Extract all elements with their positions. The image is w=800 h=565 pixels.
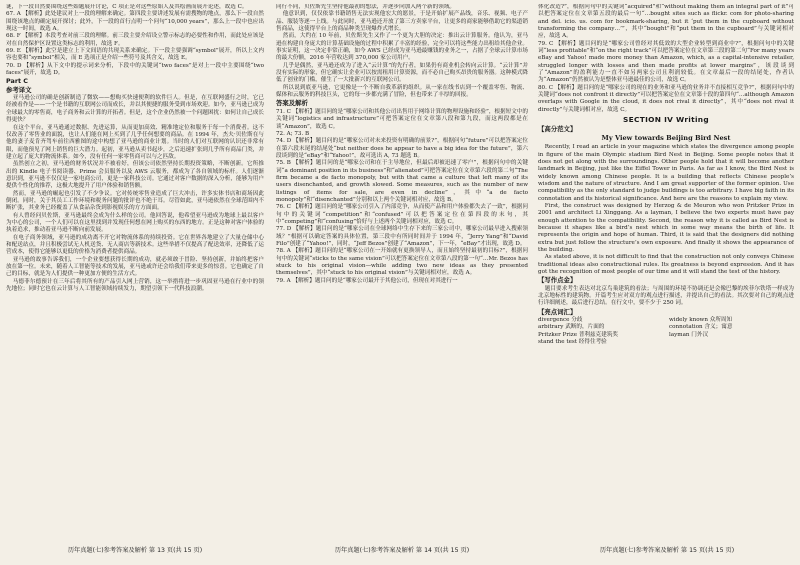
section-heading: 参考译文	[6, 85, 32, 94]
paragraph: 同行不同，贝佐斯先生坚持他最初的想法，并逐步向加入两个新的领域。	[276, 4, 456, 10]
paragraph: 题目要求考生表达对北京鸟巢建筑的看法；与周围的环境不协调还是会像巴黎的埃菲尔铁塔一样成为北京地标性的建筑物。开篇考生应对双方的观点进行描述，并提出自己的看法。其次要对自己的观点进行详细阐述，最后进行总结。在行文中，要不少于 250 词。	[538, 285, 794, 307]
section-heading: 【高分范文】	[538, 124, 577, 133]
answer-item: 74. D 【解析】题目问的是“哪家公司对未来投资有明确的前景?”，根据问句“future”可以把答案定位在第六段末尾的结尾处“but neither does he appear to have a big idea for the future”，第六段谈到的是“eBay”和“Yahoo!”，故可选出 A, 73 题选 B。	[276, 138, 528, 159]
footer-page-15: 历年真题(七)参考答案及解析 第 15 页(共 15 页)	[599, 547, 735, 554]
paragraph: 谜，下一段自然要围绕这些始题展开讨论，C 项正是对这些原始人及其绘画而展开论述，故选 C。	[6, 4, 248, 10]
paragraph: 亚马逊的故事告诉我们，一个企业要想获得长期的成功，就必须敢于冒险、坚持创新，并始终把客户放在第一位。未来，随着人工智能等技术的发展，亚马逊或许还会给我们带来更多的惊喜。它也确定了自己的目标，就是为人们提供一种更加方便的生活方式。	[6, 256, 264, 278]
vocabulary-item: widely known 众所周知	[669, 317, 733, 324]
paragraph: 有人曾经问贝佐斯，亚马逊最终会成为什么样的公司。他回答说，他希望亚马逊成为地球上最以客户为中心的公司，一个人们可以在这里找到并发现任何想在网上购买的东西的地方。正是这种对客户体验的执着追求，推动着亚马逊不断向前发展。	[6, 212, 264, 234]
section-heading: 【亮点词汇】	[538, 307, 577, 316]
column-left	[6, 4, 264, 539]
paragraph: As stated above, it is not difficult to find that the construction not only conveys Chinese traditional ideas also constructional rules. Its greatness is beyond expression. And it has got the recognition of most people of our time and it will stand the test of the history.	[538, 254, 794, 276]
paragraph: 然而，大约在 10 年前，贝佐斯先生又作了一个更为大胆的决定：推出云计算服务。他认为，亚马逊在构建自身庞大的计算基础设施的过程中积累了丰富的经验，完全可以将这些能力出租给其他企业。事实证明，这一决定非常正确，如今 AWS 已经成为亚马逊最赚钱的业务之一，占据了全球云计算市场的最大份额，2016 年营收达到 370,000 家公司用户。	[276, 33, 528, 62]
answer-item: 80. C 【解析】题目问的是“哪家公司的现在的业务和亚马逊的业务并不直接相互竞争?”，根据问句中的关键词“does not confront it directly”可以把答案定位在文章第十段的第四句“…although Amazon overlaps with Google in the cloud, it does not rival it directly”，其中“does not rival it directly”与关键词相对应，故选 C。	[538, 84, 794, 113]
vocabulary-item: arbitrary 武断的，片面的	[538, 324, 605, 331]
paragraph: 在电子商务领域，亚马逊的成功离不开它对物流体系的持续投资。它在世界各地建立了大量仓储中心和配送站点，并且积极尝试无人机送货、无人商店等新技术。这些举措不仅提高了配送效率，还降低了运营成本，使得它能够以更低的价格为消费者提供商品。	[6, 234, 264, 256]
essay-title: My View towards Beijing Bird Nest	[601, 133, 731, 142]
paragraph: 他意识到，仅仅依靠书籍销售无法实现他宏大的愿景，于是开始扩展产品线，音乐、视频、电子产品、服装等逐一上线。与此同时，亚马逊还开放了第三方卖家平台，让更多的商家能够借助它的渠道销售商品，这使得平台上的商品种类呈现爆炸式增长。	[276, 11, 528, 33]
vocabulary-item: connotation 含义；寓意	[669, 324, 733, 331]
section-title: SECTION IV Writing	[623, 115, 709, 125]
paragraph: 然而，亚马逊的崛起也引发了不少争议。它对传统零售业造成了巨大冲击，许多实体书店和商场因此倒闭。同时，关于其员工工作环境和税务问题的批评也不绝于耳。尽管如此，亚马逊依然在全球范围内不断扩张，其业务已经覆盖了从食品杂货到影视娱乐的方方面面。	[6, 190, 264, 212]
paragraph: 在这个平台，亚马逊通过数据、先进运算，从而更加高效、精准地定位和服务于每一个消费者。这不仅改善了零售业的面貌，也让人们能在网上买到了几乎任何想要的商品。在 1994 年，杰夫·贝佐斯在与他的妻子麦肯齐驾车前往西雅图的途中构想了亚马逊的商业计划。当时的人们对互联网的认识还非常有限，而他预见了网上销售的巨大潜力。起初，亚马逊从卖书起步，之后迅速扩张到几乎所有商品门类，并建立起了庞大的物流体系。如今，没有任何一家零售商可以与之匹敌。	[6, 124, 264, 160]
paragraph: Recently, I read an article in your magazine which states the divergence among people in figure of the main Olympic stadium Bird Nest in Beijing. Some people notes that it does not get along with the surroundings. Other people hold that it will become another landmark in Beijing, just like the Eiffel Tower in Paris. As far as I know, the Bird Nest is widely known among Chinese people. It is a building that reflects Chinese people’s wisdom and the nature of structure. And I am great supporter of the former opinion. Use compatibility as the only standard to judge buildings is too arbitrary. I have big faith in its connotation and its historical significance. And here are the reasons to explain my view.	[538, 144, 794, 202]
paragraph: 体化改造?”，根据问句中的关键词“acquired”和“without making them an integral part of it”可以把答案定位在文章第五段的最后一句“…bought sites such as flickr. com for photo-sharing and del. icio. us. com for bookmark-sharing, but it ‘put them in the cupboard without transforming the company…’”，其中“bought”和“put them in the cupboard”与关键词相对应，故选 A。	[538, 4, 794, 40]
answer-item: 79. A 【解析】题目问的是“哪家公司最开于其他公司，但现在对其进行一	[276, 277, 458, 284]
column-right	[538, 4, 794, 539]
paragraph: 68. F 【解析】本段考查对前三段的理解。前三段主要介绍设立警示标志的必要性和作用，而此处应该是对在自然保护区设置这类标志的利用，故选 F。	[6, 33, 264, 47]
section-heading: 答案及解析	[276, 99, 308, 108]
answer-item: 78. A 【解析】题目问的是“哪家公司在一开始就有更换领导人，而且始终坚持最初的目标?”，根据问句中的关键词“sticks to the same vision”可以把答案定位在文章第八段的第一句“…Mr. Bezos has stuck to his original vision—while adding two new ideas as they presented themselves”，其中“stuck to his original vision”与关键词相对应，故选 A。	[276, 248, 528, 277]
answer-item: 71. C 【解析】题目问的是“哪家公司和其他公司出售用于网络计算的物理设施和经验”，根据短文中的关键词“logistics and infrastructure”可把答案定位在文章第八段和第九段，而这两段都是在谈“Amazon”，故选 C。	[276, 108, 528, 130]
answer-item: 72. A; 73. B	[276, 130, 310, 137]
paragraph: 69. E 【解析】此空是建立上下文间语的共现关系来确定。下一段主要强调“symbol”展开，所以上文内容也要和“symbol”相关，而 E 选项正是介绍一些符号及其含义，故选 E。	[6, 48, 264, 62]
answer-item: 76. C 【解析】题目问的是“哪家公司引入了内部竞争，从而使产品和用户体验都失去了一致”，根据问句中的关键词“competition”和“confused”可以把答案定位在第四段的末句，其中“competing”和“confusing”恰好与上述两个关键词相对应，故选 C。	[276, 204, 528, 225]
section-heading: 【写作点金】	[538, 276, 577, 285]
vocabulary-item: layman 门外汉	[669, 331, 709, 338]
vocabulary-list	[538, 317, 794, 346]
paragraph: 70. D 【解析】从下文中的提示词来分析，下段中的关键词“two faces”是对上一段中主要围绕“two faces”展开，故选 D。	[6, 62, 264, 77]
answer-item: 77. D 【解析】题目问的是“哪家公司在全球网络中生存下来的三家公司中，哪家公司最早进入搜索领域？”根据可以确定答案的具体位置，第三段中有所同时间并于 1994 年，“Jerry Yang”和“David Filo”创建了“Yahoo!”，同时，“Jeff Bezos”创建了“Amazon”，下一年，“eBay”才出现，故选 D。	[276, 226, 528, 247]
vocabulary-item: divergence 分歧	[538, 317, 583, 324]
answer-item: 79. C 【解析】题目问的是“哪家公司曾经对其低效的大型企业转型到商业中?”，根据问句中的关键词“less profitable”和“on the right track”可以把答案定位在文章第三段的第二句“For many years eBay and Yahoo! made more money than Amazon, which, as a capital-intensive retailer, struggled longer with losses and then made profits at lower margins”，该段谈到了“Amazon”的盈利能力一直不如另两家公司且利润较低。在文章最后一段的结尾处，作者认为“Amazon”仍然被认为是整体亚马逊最佳的公司，故选 C。	[538, 40, 794, 84]
answer-item: 75. B 【解析】题目问的是“哪家公司和在于主导地位，但最后却被迅速了零户”，根据问句中的关键词“a dominant position in its business”和“alienated”可把答案定位在文章第六段的第二句“The firm became a de facto monopoly, but with that came a culture that left many of its users disenchanted, and growth slowed. Some measures, such as the number of new listings of items for sale, are even in decline”，其中“a de facto monopoly”和“disenchanted”分别和以上两个关键词相对应，故选 B。	[276, 160, 528, 203]
paragraph: First, the construct was designed by Herzog & de Meuron who won Pritzker Prize in 2001 and architect Li Xinggang. As a layman, I believe the two experts must have pay enough attention to the compatibility. Second, the reason why it is called as Bird Nest is because it shapes like a bird’s nest which in some way means the birth of life. It represents the origin and hope of human. Third, it is said that the designers did nothing extra but just follow the structure’s own exposure. And finally it shows the appearance of the building.	[538, 202, 794, 253]
paragraph: 67. A 【解析】此处建议对上一段的理解来确定。第四段主要讲述发展有需搜物的地点，那么下一段自然围绕该地点的确定展开探讨；此外，下一段的首行点明一个问句“10,000 years”，那么上一段中也应出现这一时间，故选 A。	[6, 11, 264, 33]
paragraph: 马德菲尔德预计在三年后将其所有的产品引入网上营销，这一举措将进一步巩固亚马逊在行业中的领先地位；同时它也在云计算与人工智能领域持续发力，期望引领下一代科技浪潮。	[6, 278, 264, 293]
paragraph: 所以说到底亚马逊，它更像是一个不断自我革新的组织。从一家在线书店到一个覆盖零售、物流、媒体和云服务的科技巨头，它的每一步都充满了冒险，但也带来了丰厚的回报。	[276, 84, 528, 99]
vocabulary-item	[669, 339, 794, 346]
section-heading: Part C	[6, 77, 28, 86]
vocabulary-item: Pritzker Prize 普利兹克建筑奖	[538, 331, 618, 338]
footer-page-13: 历年真题(七)参考答案及解析 第 13 页(共 15 页)	[67, 547, 203, 554]
paragraph: 亚马逊公司的确是创新制造了微软——想购买快速便利的软件巨人。但是，在互联网盛行之时，它已经被看作是——一个是书籍的互联网公司而成长，并以其便捷的服务受到市场欢迎。如今，亚马逊已成为全球最大的零售商，电子商务和云计算的开拓者。但是，这个企业仍然被一个问题困扰：如何让自己成长得更快？	[6, 95, 264, 124]
vocabulary-item: stand the test 经得住考验	[538, 339, 607, 346]
paragraph: 几乎是偶然，亚马逊还成为了进入“云计算”的先行者，如果仍有商业机会转向云计算。“云计算”并没有实际的形象，但它确实让企业可以按需租用计算资源，而不必自己购买昂贵的服务器。这种模式降低了创业的门槛，催生了一大批新兴的互联网公司。	[276, 62, 528, 84]
paragraph: 虽然创立之初，亚马逊的财务状况并不被看好，但该公司依然坚持长期投资策略，不断创新。它所推出的 Kindle 电子书阅读器、Prime 会员服务以及 AWS 云服务，都成为了各自领域的标杆。人们逐渐意识到，亚马逊不仅仅是一家电商公司，更是一家科技公司。它通过对客户数据的深入分析，能够为用户提供个性化的推荐，这极大地提升了用户体验和销售额。	[6, 161, 264, 190]
footer-page-14: 历年真题(七)参考答案及解析 第 14 页(共 15 页)	[334, 547, 470, 554]
column-middle	[276, 4, 528, 539]
